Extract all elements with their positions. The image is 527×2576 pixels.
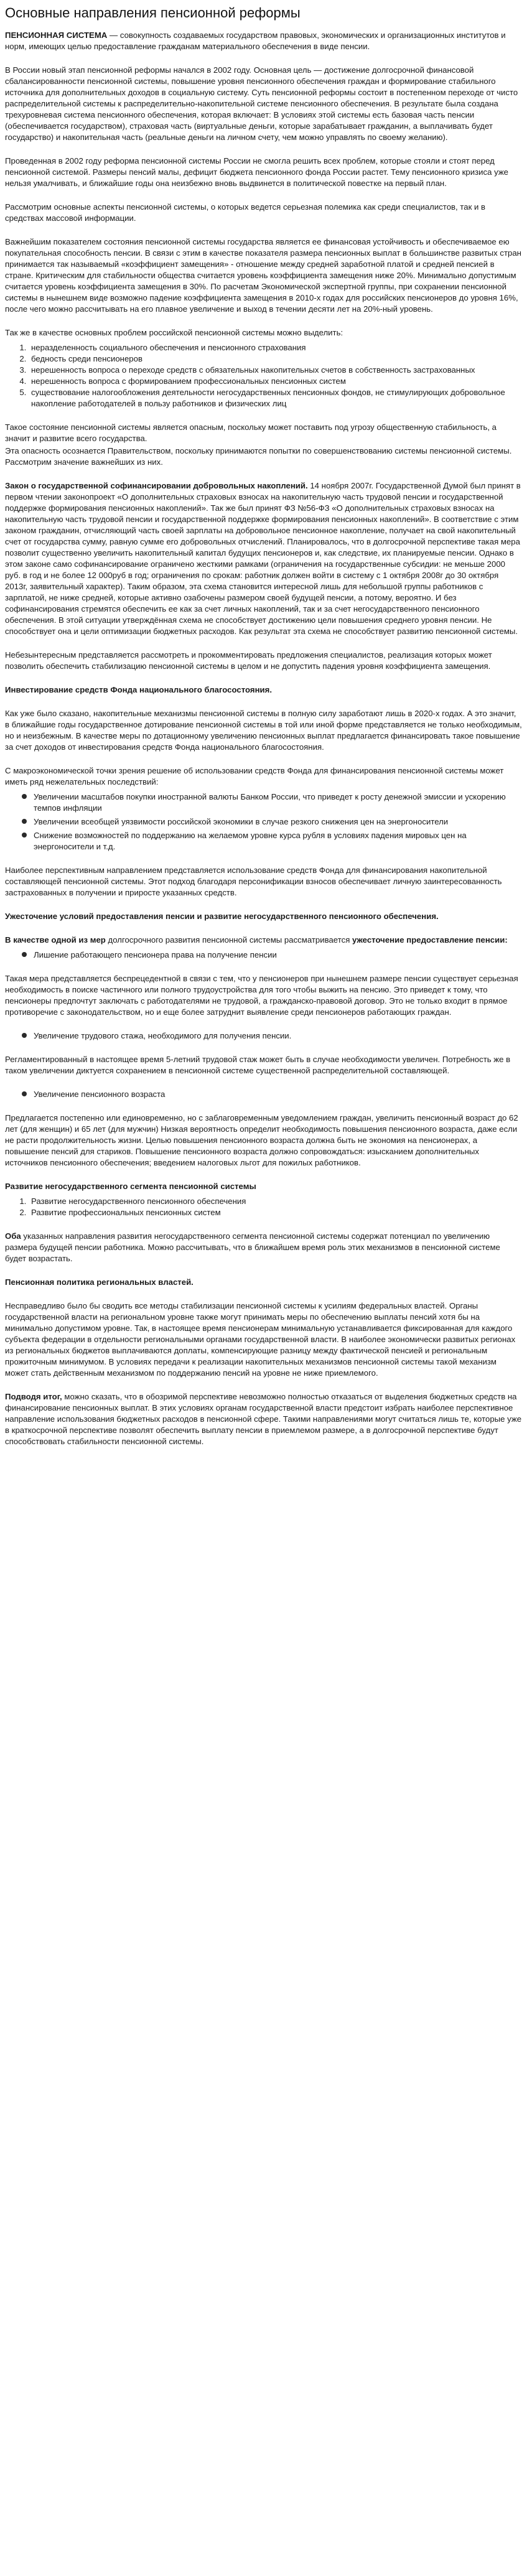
list-item: 2. Развитие профессиональных пенсионных систем bbox=[29, 1207, 522, 1218]
paragraph-development: Оба указанных направления развития негосударственного сегмента пенсионной системы содержат потенциал по увеличению размера будущей пенсии работника. Можно рассчитывать, что в ближайшем время роль этих механизмов в пенсионной системе будет возрастать. bbox=[5, 1231, 500, 1263]
list-item: 1. Развитие негосударственного пенсионного обеспечения bbox=[29, 1196, 522, 1207]
list-item: 5. существование налогообложения деятельности негосударственных пенсионных фондов, не стимулирующих добровольное накопление работодателей в пользу работников и физических лиц bbox=[29, 387, 522, 409]
conditions-heading: Ужесточение условий предоставления пенсии и развитие негосударственного пенсионного обеспечения. bbox=[5, 912, 439, 921]
paragraph-problems-intro: Так же в качестве основных проблем российской пенсионной системы можно выделить: bbox=[5, 328, 343, 337]
macro-consequences-list bbox=[5, 791, 522, 852]
conditions-list-2 bbox=[5, 1030, 522, 1042]
paragraph-condition-2: Регламентированный в настоящее время 5-летний трудовой стаж может быть в случае необходимости увеличен. Потребность же в таком увеличении диктуется сохранением в пенсионной системе существенной распределительной составляющей. bbox=[5, 1055, 511, 1075]
bullet-icon bbox=[22, 819, 27, 824]
regional-heading: Пенсионная политика региональных властей. bbox=[5, 1277, 194, 1287]
paragraph-fund: Как уже было сказано, накопительные механизмы пенсионной системы в полную силу заработают лишь в 2020-х годах. А это значит, в ближайшие годы государственное дотирование пенсионной системы в той или иной форме представляется не только необходимым, но и неизбежным. В качестве меры по дотационному увеличению пенсионных выплат предлагается финансировать такое повышение за счет доходов от инвестирования средств Фонда национального благосостояния. bbox=[5, 709, 522, 752]
bullet-icon bbox=[22, 952, 27, 957]
bullet-icon bbox=[22, 1033, 27, 1038]
paragraph-summary: Подводя итог, можно сказать, что в обозримой перспективе невозможно полностью отказаться от выделения бюджетных средств на финансирование пенсионных выплат. В этих условиях органам государственной власти предстоит избрать наиболее перспективное направление использования бюджетных расходов в пенсионной сфере. Такими направлениями могут считаться лишь те, которые уже в краткосрочной перспективе позволят обеспечить выплату пенсии в приемлемом размере, а в долгосрочной перспективе будут способствовать стабильности пенсионной системы. bbox=[5, 1392, 522, 1446]
page-title: Основные направления пенсионной реформы bbox=[5, 5, 301, 21]
paragraph-cofinancing-law bbox=[5, 480, 522, 637]
paragraph-perspective: Наиболее перспективным направлением представляется использование средств Фонда для финансирования накопительной составляющей пенсионной системы. Этот подход благодаря персонификации взносов обеспечивает личную заинтересованность застрахованных в получении и приросте указанных средств. bbox=[5, 866, 502, 897]
list-item: Лишение работающего пенсионера права на получение пенсии bbox=[20, 950, 522, 961]
law-heading: Закон о государственной софинансировании добровольных накоплений. bbox=[5, 481, 308, 490]
summary-head: Подводя итог, bbox=[5, 1392, 62, 1401]
bullet-icon bbox=[22, 1091, 27, 1096]
conditions-list-3 bbox=[5, 1089, 522, 1100]
paragraph-first-way: В качестве одной из мер долгосрочного развития пенсионной системы рассматривается ужесточение предоставление пенсии: bbox=[5, 935, 508, 945]
list-item: Снижение возможностей по поддержанию на желаемом уровне курса рубля в условиях падения мировых цен на энергоносители и т.д. bbox=[20, 830, 522, 852]
paragraph-condition-1: Такая мера представляется беспрецедентной в связи с тем, что у пенсионеров при нынешнем размере пенсии существует серьезная необходимость в поиске частичного или полного трудоустройства для того чтобы выжить на пенсию. Это приведет к тому, что пенсионеры предпочтут заключать с работодателями не трудовой, а гражданско-правовой договор. Это не только входит в прямое противоречие с законодательством, но и еще более затруднит выявление среди пенсионеров работающих граждан. bbox=[5, 974, 518, 1017]
conditions-list-1 bbox=[5, 950, 522, 961]
list-item: 1. неразделенность социального обеспечения и пенсионного страхования bbox=[29, 342, 522, 353]
development-heading: Развитие негосударственного сегмента пенсионной системы bbox=[5, 1182, 256, 1191]
intro-text: — совокупность создаваемых государством правовых, экономических и организационных институтов и норм, имеющих целью предоставление гражданам материального обеспечения в виде пенсии. bbox=[5, 30, 506, 51]
development-list bbox=[5, 1196, 522, 1218]
first-way-head: В качестве одной из мер bbox=[5, 935, 106, 945]
paragraph-unstable-2: Эта опасность осознается Правительством, поскольку принимаются попытки по совершенствованию системы пенсионной системы. Рассмотрим значение важнейших из них. bbox=[5, 446, 512, 467]
paragraph-macro: С макроэкономической точки зрения решение об использовании средств Фонда для финансирования пенсионной системы может иметь ряд нежелательных последствий: bbox=[5, 766, 504, 786]
paragraph-promising: Небезынтересным представляется рассмотреть и прокомментировать предложения специалистов, реализация которых может позволить обеспечить стабилизацию пенсионной системы в целом и не допустить падения уровня коэффициента замещения. bbox=[5, 650, 492, 671]
list-item: Увеличении масштабов покупки иностранной валюты Банком России, что приведет к росту денежной эмиссии и ускорению темпов инфляции bbox=[20, 791, 522, 814]
bullet-icon bbox=[22, 794, 27, 799]
paragraph-reform-2002: В России новый этап пенсионной реформы начался в 2002 году. Основная цель — достижение долгосрочной финансовой сбалансированности пенсионной системы, повышение уровня пенсионного обеспечения граждан и формирование стабильного источника для дополнительных доходов в социальную систему. Суть пенсионной реформы состоит в постепенном переходе от чисто распределительной системы к распределительно-накопительной системе пенсионного обеспечения. В результате была создана трехуровневая система пенсионного обеспечения, которая включает: В условиях этой системы есть базовая часть пенсии (обеспечивается государством), страховая часть (виртуальные деньги, которые зарабатывает гражданин, а выплачивать будет государство) и накопительная часть (реальные деньги на личном счету, чем можно управлять по своему желанию). bbox=[5, 65, 518, 142]
list-item: 3. нерешенность вопроса о переходе средств с обязательных накопительных счетов в собственность застрахованных bbox=[29, 365, 522, 376]
list-item: Увеличение пенсионного возраста bbox=[20, 1089, 522, 1100]
paragraph-replacement-ratio: Важнейшим показателем состояния пенсионной системы государства является ее финансовая устойчивость и обеспечиваемое ею покупательная способность пенсии. В связи с этим в качестве показателя размера пенсионных выплат в большинстве развитых стран принимается так называемый «коэффициент замещения» - отношение между средней заработной платой и средней пенсией в стране. Критическим для стабильности общества считается уровень коэффициента замещения ниже 20%. Минимально допустимым считается уровень коэффициента замещения в 30%. По расчетам Экономической экспертной группы, при сохранении пенсионной системы в нынешнем виде возможно падение коэффициента замещения в 2010-х годах для российских пенсионеров до уровня 16%, после чего можно рассчитывать на его плавное увеличение и выход в течении десяти лет на 20%-ный уровень. bbox=[5, 237, 521, 314]
intro-term: ПЕНСИОННАЯ СИСТЕМА bbox=[5, 30, 108, 40]
fund-heading: Инвестирование средств Фонда национального благосостояния. bbox=[5, 685, 272, 694]
problems-list bbox=[5, 342, 522, 409]
paragraph-problems: Проведенная в 2002 году реформа пенсионной системы России не смогла решить всех проблем, которые стояли и стоят перед пенсионной системой. Размеры пенсий малы, дефицит бюджета пенсионного фонда России растет. Тему пенсионного кризиса уже нельзя умалчивать, и ближайшие годы она неизбежно вновь выдвинется в политической повестке на первый план. bbox=[5, 156, 508, 188]
law-text: 14 ноября 2007г. Государственной Думой был принят в первом чтении законопроект «О дополнительных страховых взносах на накопительную часть трудовой пенсии и государственной поддержке формирования пенсионных накоплений». Так же был принят ФЗ №56-ФЗ «О дополнительных страховых взносах на накопительную часть трудовой пенсии и государственной поддержке формирования пенсионных накоплений». В соответствие с этим законом гражданин, отчисляющий часть своей зарплаты на добровольное пенсионное накопление, получает на свой накопительный счет от государства сумму, равную сумме его добровольных отчислений. Планировалось, что в долгосрочной перспективе такая мера позволит существенно увеличить накопительный капитал будущих пенсионеров и, как следствие, их планируемые пенсии. Однако в этом законе само софинансирование ограничено жесткими рамками (ограничения на государственные субсидии: не меньше 2000 руб. в год и не более 12 000руб в год; ограничения по срокам: работник должен войти в систему с 1 октября 2008г до 30 октября 2013г, заявительный характер). Таким образом, эта схема становится интересной лишь для небольшой группы работников с зарплатой, не ниже средней, которые активно озабочены размером своей будущей пенсии, а потому, вероятно. И без софинансирования стремятся обеспечить ее как за счет личных накоплений, так и за счет негосударственного пенсионного обеспечения. В этой ситуации утверждённая схема не способствует достижению цели повышения среднего уровня пенсии. Не способствует она и цели оптимизации бюджетных расходов. Как результат эта схема не способствует развитию пенсионной системы. bbox=[5, 481, 521, 636]
list-item: Увеличении всеобщей уязвимости российской экономики в случае резкого снижения цен на энергоносители bbox=[20, 816, 522, 828]
paragraph-regional: Несправедливо было бы сводить все методы стабилизации пенсионной системы к усилиям федеральных властей. Органы государственной власти на региональном уровне также могут принимать меры по обеспечению выплаты пенсий хотя бы на минимально допустимом уровне. Так, в настоящее время пенсионерам минимальную устанавливается фиксированная для каждого субъекта федерации в отдельности региональными органами государственной власти. В наиболее экономически развитых регионах из региональных бюджетов выплачиваются доплаты, компенсирующие разницу между фактической пенсией и региональным прожиточным минимумом. В условиях передачи к реализации накопительных механизмов пенсионной системы такой механизм может стать действенным механизмом по поддержанию пенсий на уровне не ниже приемлемого. bbox=[5, 1301, 516, 1378]
bullet-icon bbox=[22, 833, 27, 838]
list-item: 4. нерешенность вопроса с формированием профессиональных пенсионных систем bbox=[29, 376, 522, 387]
list-item: 2. бедность среди пенсионеров bbox=[29, 353, 522, 365]
paragraph-condition-3: Предлагается постепенно или единовременно, но с заблаговременным уведомлением граждан, увеличить пенсионный возраст до 62 лет (для женщин) и 65 лет (для мужчин) Низкая вероятность определит необходимость повышения пенсионного возраста, даже если не расти продолжительность жизни. Целью повышения пенсионного возраста должна быть не экономия на пенсионерах, а повышение пенсий для стариков. Повышение пенсионного возраста должно сопровождаться: изысканием дополнительных источников пенсионного обеспечения; введением налоговых льгот для пожилых работников. bbox=[5, 1113, 518, 1167]
list-item: Увеличение трудового стажа, необходимого для получения пенсии. bbox=[20, 1030, 522, 1042]
intro-paragraph bbox=[5, 30, 522, 52]
paragraph-debate: Рассмотрим основные аспекты пенсионной системы, о которых ведется серьезная полемика как среди специалистов, так и в средствах массовой информации. bbox=[5, 202, 486, 223]
paragraph-unstable-1: Такое состояние пенсионной системы является опасным, поскольку может поставить под угрозу общественную стабильность, а значит и развитие всего государства. bbox=[5, 422, 497, 443]
